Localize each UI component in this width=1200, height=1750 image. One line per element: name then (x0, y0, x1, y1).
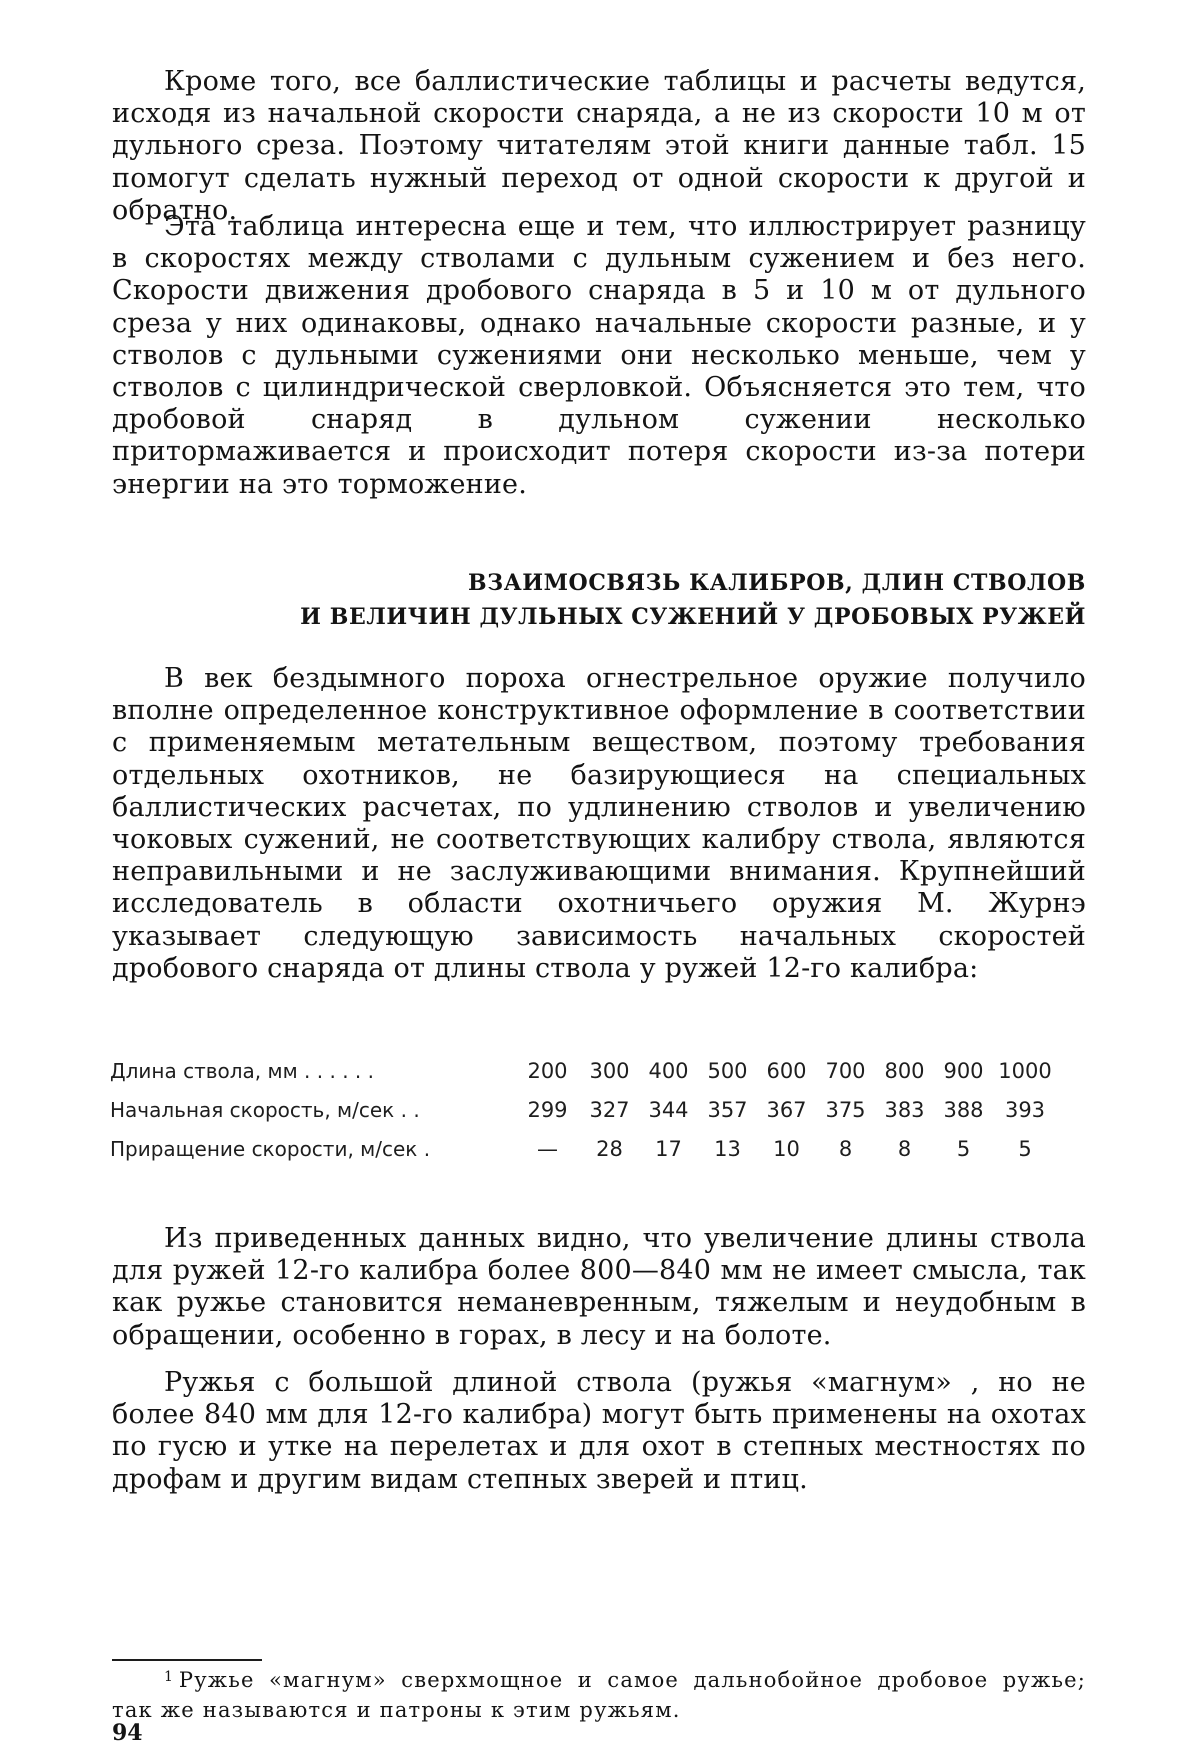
table-cell: 367 (757, 1090, 816, 1129)
book-page (0, 0, 1200, 1750)
table-cell: 357 (698, 1090, 757, 1129)
table-cell: 5 (993, 1129, 1057, 1168)
section-heading (112, 566, 1086, 634)
paragraph-ballistic-tables: Кроме того, все баллистические таблицы и расчеты ведут­ся, исходя из начальной скорости снаряда, а не из скорости 10 м от дульного среза. Поэтому читателям этой книги дан­ные табл. 15 помогут сделать нужный переход от одной ско­рости к другой и обратно. (112, 66, 1086, 227)
table-cell: 383 (875, 1090, 934, 1129)
table-cell: 600 (757, 1051, 816, 1090)
table-cell: 299 (515, 1090, 580, 1129)
paragraph-barrel-length-conclusion: Из приведенных данных видно, что увеличение длины ствола для ружей 12-го калибра более 800—840 мм не имеет смысла, так как ружье становится неманевренным, тяжелым и неудобным в обращении, особенно в горах, в лесу и на болоте. (112, 1223, 1086, 1352)
table-cell: 388 (934, 1090, 993, 1129)
row-label: Длина ствола, мм . . . . . . (110, 1051, 515, 1090)
footnote-divider (112, 1659, 262, 1661)
table-cell: 400 (639, 1051, 698, 1090)
table-cell: 344 (639, 1090, 698, 1129)
footnote-text: Ружье «магнум» сверхмощное и самое дальнобойное дробовое ружье; так же называются и патроны к этим ружьям. (112, 1668, 1086, 1722)
table-cell: 900 (934, 1051, 993, 1090)
footnote (112, 1662, 1086, 1725)
table-cell: 17 (639, 1129, 698, 1168)
paragraph-velocity-difference: Эта таблица интересна еще и тем, что иллюстрирует раз­ницу в скоростях между стволами с дульным сужением и без него. Скорости движения дробового снаряда в 5 и 10 м от дульного среза у них одинаковы, однако начальные скорости разные, и у стволов с дульными сужениями они несколько меньше, чем у стволов с цилиндрической сверловкой. Объясня­ется это тем, что дробовой снаряд в дульном сужении несколь­ко притормаживается и происходит потеря скорости из-за потери энергии на это торможение. (112, 211, 1086, 501)
table-cell: 1000 (993, 1051, 1057, 1090)
table-cell: 28 (580, 1129, 639, 1168)
table-cell: 13 (698, 1129, 757, 1168)
barrel-length-velocity-table (110, 1051, 1057, 1168)
table-cell: 327 (580, 1090, 639, 1129)
table-cell: 200 (515, 1051, 580, 1090)
table-cell: — (515, 1129, 580, 1168)
table-cell: 10 (757, 1129, 816, 1168)
footnote-marker: 1 (164, 1669, 173, 1685)
row-label: Приращение скорости, м/сек . (110, 1129, 515, 1168)
table-cell: 700 (816, 1051, 875, 1090)
paragraph-smokeless-powder: В век бездымного пороха огнестрельное оружие получило вполне определенное конструктивное оформление в соответст­вии с применяемым метательным веществом, поэтому требова­ния отдельных охотников, не базирующиеся на специальных баллистических расчетах, по удлинению стволов и увеличе­нию чоковых сужений, не соответствующих калибру ствола, являются неправильными и не заслуживающими внимания. Крупнейший исследователь в области охотничьего оружия М. Журнэ указывает следующую зависимость начальных ско­ростей дробового снаряда от длины ствола у ружей 12-го ка­либра: (112, 663, 1086, 985)
table-cell: 8 (816, 1129, 875, 1168)
table-cell: 800 (875, 1051, 934, 1090)
section-heading-line-2: И ВЕЛИЧИН ДУЛЬНЫХ СУЖЕНИЙ У ДРОБОВЫХ РУЖЕЙ (112, 600, 1086, 634)
table-row (110, 1090, 1057, 1129)
table-row (110, 1129, 1057, 1168)
paragraph-magnum-guns: Ружья с большой длиной ствола (ружья «магнум» , но не более 840 мм для 12-го калибра) могут быть применены на охотах по гусю и утке на перелетах и для охот в степных местностях по дрофам и другим видам степных зверей и птиц. (112, 1367, 1086, 1496)
table-cell: 375 (816, 1090, 875, 1129)
table-cell: 8 (875, 1129, 934, 1168)
table-cell: 393 (993, 1090, 1057, 1129)
table-cell: 500 (698, 1051, 757, 1090)
page-number: 94 (112, 1720, 143, 1746)
table-cell: 300 (580, 1051, 639, 1090)
row-label: Начальная скорость, м/сек . . (110, 1090, 515, 1129)
table-row (110, 1051, 1057, 1090)
table-cell: 5 (934, 1129, 993, 1168)
section-heading-line-1: ВЗАИМОСВЯЗЬ КАЛИБРОВ, ДЛИН СТВОЛОВ (112, 566, 1086, 600)
